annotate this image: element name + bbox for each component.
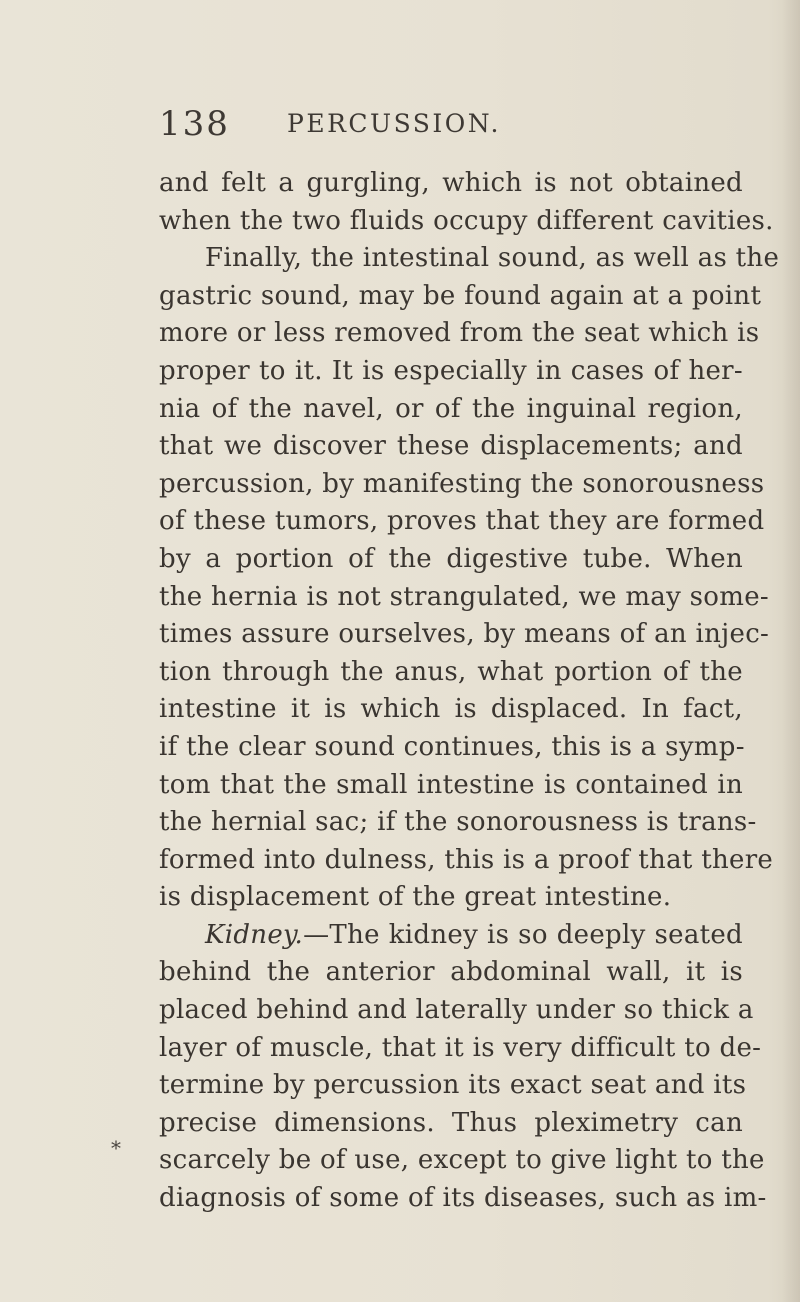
text-line: if the clear sound continues, this is a symp-	[159, 731, 745, 762]
text-line: precise dimensions. Thus pleximetry can	[159, 1107, 743, 1138]
text-line: nia of the navel, or of the inguinal region,	[159, 393, 743, 424]
text-line: by a portion of the digestive tube. When	[159, 543, 743, 574]
text-line: termine by percussion its exact seat and its	[159, 1070, 747, 1101]
text-line: gastric sound, may be found again at a point	[159, 280, 762, 311]
text-line: layer of muscle, that it is very difficult to de-	[159, 1032, 762, 1063]
text-line: intestine it is which is displaced. In fact,	[159, 694, 743, 725]
body-text	[159, 165, 780, 1218]
text-line: Finally, the intestinal sound, as well as the	[205, 243, 780, 274]
text-line: times assure ourselves, by means of an injec-	[159, 619, 770, 650]
text-line: that we discover these displacements; and	[159, 431, 743, 462]
text-line: the hernial sac; if the sonorousness is trans-	[159, 807, 757, 838]
page-number: 138	[159, 104, 230, 144]
kidney-heading: Kidney.	[205, 919, 304, 950]
text-line: formed into dulness, this is a proof that there	[159, 844, 774, 875]
text-line: proper to it. It is especially in cases of her-	[159, 355, 743, 386]
text-line: scarcely be of use, except to give light to the	[159, 1145, 765, 1176]
text-line: when the two fluids occupy different cavities.	[159, 205, 774, 236]
running-title: PERCUSSION.	[287, 109, 501, 138]
text-line: behind the anterior abdominal wall, it is	[159, 957, 743, 988]
text-line: more or less removed from the seat which is	[159, 318, 760, 349]
page-header	[0, 104, 800, 144]
text-run: —The kidney is so deeply seated	[303, 919, 743, 950]
text-line: tom that the small intestine is contained in	[159, 769, 743, 800]
text-line: is displacement of the great intestine.	[159, 882, 672, 913]
text-line: diagnosis of some of its diseases, such as im-	[159, 1183, 767, 1214]
kidney-paragraph-first-line	[159, 917, 743, 955]
text-line: placed behind and laterally under so thick a	[159, 995, 754, 1026]
text-line: of these tumors, proves that they are formed	[159, 506, 765, 537]
text-line: percussion, by manifesting the sonorousness	[159, 468, 765, 499]
page-edge-shadow	[782, 0, 800, 1302]
text-line: and felt a gurgling, which is not obtained	[159, 168, 743, 198]
margin-mark: *	[111, 1136, 121, 1160]
text-line: tion through the anus, what portion of the	[159, 656, 743, 687]
text-line: the hernia is not strangulated, we may some-	[159, 581, 769, 612]
